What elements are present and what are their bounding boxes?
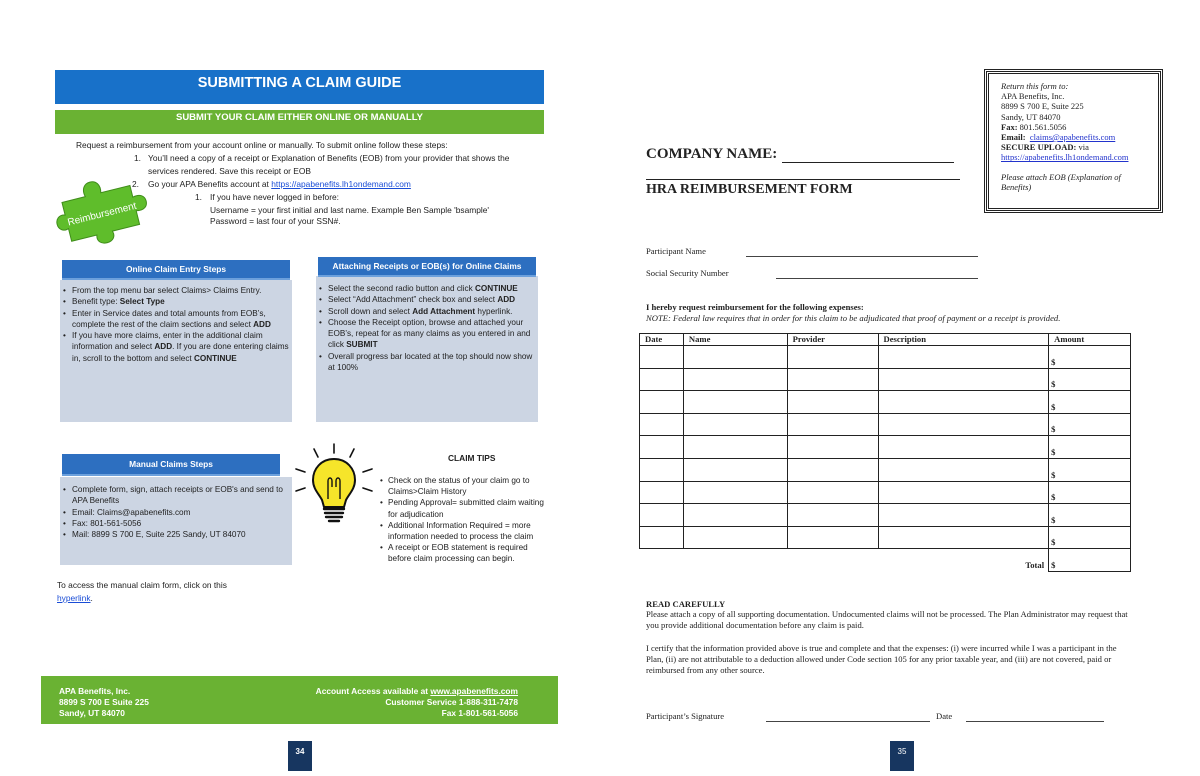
table-cell[interactable]	[878, 458, 1049, 481]
signature-label: Participant’s Signature	[646, 711, 725, 721]
step-1-text: You’ll need a copy of a receipt or Explanation of Benefits (EOB) from your provider that shows the services rendered. Save this receipt or EOB	[148, 153, 510, 176]
table-row	[640, 436, 1131, 459]
form-title: HRA REIMBURSEMENT FORM	[646, 182, 853, 197]
claim-tips-heading: CLAIM TIPS	[448, 453, 496, 463]
table-cell[interactable]	[787, 436, 878, 459]
attach-steps-header: Attaching Receipts or EOB(s) for Online Claims	[318, 257, 536, 277]
ssn-label: Social Security Number	[646, 268, 729, 278]
read-carefully-heading: READ CAREFULLY	[646, 599, 726, 609]
total-row	[640, 549, 1131, 572]
table-cell[interactable]	[683, 346, 787, 369]
guide-title: SUBMITTING A CLAIM GUIDE	[55, 70, 544, 104]
table-cell[interactable]	[683, 368, 787, 391]
table-cell[interactable]	[787, 504, 878, 527]
online-steps-list	[62, 285, 290, 364]
table-cell[interactable]	[683, 458, 787, 481]
return-address-box	[986, 71, 1161, 211]
table-cell[interactable]	[878, 346, 1049, 369]
documentation-paragraph: Please attach a copy of all supporting documentation. Undocumented claims will not be processed. The Plan Administrator may request that you provide additional documentation before any claim is paid.	[646, 609, 1128, 630]
attach-eob-note: Please attach EOB (Explanation of Benefits)	[1001, 171, 1121, 192]
attach-steps-list	[318, 283, 536, 373]
table-cell[interactable]	[787, 391, 878, 414]
table-cell[interactable]	[640, 481, 684, 504]
certification-paragraph: I certify that the information provided above is true and complete and that the expenses: (i) were incurred while I was a participant in the Plan, (ii) are not attributable to a deduction allowed under Code section 105 for any prior taxable year, and (iii) are not covered, paid or reimbursed from any other source.	[646, 643, 1117, 675]
reimbursement-puzzle-icon	[55, 175, 150, 245]
step-2-text	[148, 178, 528, 191]
expense-rows	[640, 346, 1131, 572]
footer-contact	[262, 686, 518, 718]
company-name-field[interactable]	[782, 162, 954, 163]
manual-steps-header: Manual Claims Steps	[62, 454, 280, 476]
divider	[646, 179, 960, 180]
table-cell[interactable]	[787, 458, 878, 481]
account-access: Account Access available at www.apabenefits.com	[315, 686, 518, 696]
amount-cell[interactable]: $	[1049, 413, 1131, 436]
return-company: APA Benefits, Inc.	[1001, 91, 1065, 102]
request-heading: I hereby request reimbursement for the following expenses:	[646, 302, 864, 312]
claim-tips-list	[378, 475, 546, 565]
amount-cell[interactable]: $	[1049, 391, 1131, 414]
participant-name-field[interactable]	[746, 256, 978, 257]
total-label: Total	[1025, 560, 1045, 571]
manual-form-link[interactable]: hyperlink	[57, 592, 91, 603]
list-item: • Complete form, sign, attach receipts or EOB's and send to APA Benefits	[62, 484, 290, 507]
table-cell[interactable]	[878, 436, 1049, 459]
puzzle-label: Reimbursement	[66, 200, 138, 229]
page-number-left: 34	[288, 741, 312, 771]
total-amount-cell[interactable]: $	[1049, 549, 1131, 572]
table-cell[interactable]	[683, 526, 787, 549]
return-heading: Return this form to:	[1001, 81, 1069, 91]
substep-1-text: If you have never logged in before:	[210, 192, 339, 202]
intro-text: Request a reimbursement from your account online or manually. To submit online follow these steps:	[76, 140, 448, 150]
company-name-label: COMPANY NAME:	[646, 146, 778, 162]
list-item: • Benefit type: Select Type	[62, 296, 290, 307]
table-cell[interactable]	[683, 436, 787, 459]
list-item: • Additional Information Required = more information needed to process the claim	[378, 520, 546, 542]
list-item: • Pending Approval= submitted claim waiting for adjudication	[378, 497, 546, 519]
amount-cell[interactable]: $	[1049, 526, 1131, 549]
table-cell[interactable]	[878, 368, 1049, 391]
list-item: • From the top menu bar select Claims> Claims Entry.	[62, 285, 290, 296]
table-cell[interactable]	[640, 413, 684, 436]
table-cell[interactable]	[787, 368, 878, 391]
website-link[interactable]: www.apabenefits.com	[430, 686, 518, 696]
footer-address	[59, 686, 279, 718]
participant-name-label: Participant Name	[646, 246, 706, 256]
column-header-name: Name	[683, 334, 787, 346]
table-cell[interactable]	[683, 481, 787, 504]
table-cell[interactable]	[640, 368, 684, 391]
username-hint: Username = your first initial and last name. Example Ben Sample 'bsample'	[210, 205, 490, 215]
list-item: • Select the second radio button and click CONTINUE	[318, 283, 536, 294]
table-row	[640, 504, 1131, 527]
column-header-provider: Provider	[787, 334, 878, 346]
list-item: • Enter in Service dates and total amounts from EOB’s, complete the rest of the claim sections and select ADD	[62, 308, 290, 331]
return-fax: Fax: 801.561.5056	[1001, 121, 1067, 132]
table-row	[640, 368, 1131, 391]
table-cell[interactable]	[878, 481, 1049, 504]
column-header-amount: Amount	[1049, 334, 1131, 346]
list-item: • A receipt or EOB statement is required before claim processing can begin.	[378, 542, 546, 564]
return-email: Email: claims@apabenefits.com	[1001, 132, 1116, 143]
table-row	[640, 346, 1131, 369]
step-2-number: 2.	[132, 179, 139, 189]
list-item: • Email: Claims@apabenefits.com	[62, 507, 290, 518]
amount-cell[interactable]: $	[1049, 436, 1131, 459]
table-row	[640, 391, 1131, 414]
amount-cell[interactable]: $	[1049, 458, 1131, 481]
amount-cell[interactable]: $	[1049, 346, 1131, 369]
street-address: 8899 S 700 E Suite 225	[59, 696, 149, 707]
expense-table	[639, 333, 1131, 572]
guide-subtitle: SUBMIT YOUR CLAIM EITHER ONLINE OR MANUALLY	[55, 110, 544, 134]
request-note: NOTE: Federal law requires that in order for this claim to be adjudicated that proof of payment or a receipt is provided.	[646, 313, 1061, 323]
page-number-right: 35	[890, 741, 914, 771]
table-header-row	[640, 334, 1131, 346]
date-label: Date	[936, 711, 953, 721]
substep-1-number: 1.	[195, 192, 202, 202]
account-login-link[interactable]: https://apabenefits.lh1ondemand.com	[271, 179, 411, 189]
table-row	[640, 481, 1131, 504]
step-2-label: Go your APA Benefits account at	[148, 179, 272, 189]
table-row	[640, 526, 1131, 549]
claims-email-link[interactable]: claims@apabenefits.com	[1029, 132, 1116, 143]
online-steps-header: Online Claim Entry Steps	[62, 260, 290, 280]
table-cell[interactable]	[878, 391, 1049, 414]
fax-number: Fax 1-801-561-5056	[441, 707, 518, 718]
list-item: • Choose the Receipt option, browse and attached your EOB’s, repeat for as many claims as you entered in and click SUBMIT	[318, 317, 536, 351]
company-name: APA Benefits, Inc.	[59, 686, 131, 696]
return-street: 8899 S 700 E, Suite 225	[1001, 101, 1084, 112]
table-cell[interactable]	[640, 391, 684, 414]
table-cell[interactable]	[683, 413, 787, 436]
manual-steps-list	[62, 484, 290, 540]
amount-cell[interactable]: $	[1049, 368, 1131, 391]
list-item: • If you have more claims, enter in the additional claim information and select ADD. If you are done entering claims in, scroll to the bottom and select CONTINUE	[62, 330, 290, 364]
return-upload: SECURE UPLOAD: via	[1001, 142, 1089, 153]
table-cell[interactable]	[640, 504, 684, 527]
list-item: • Fax: 801-561-5056	[62, 518, 290, 529]
amount-cell[interactable]: $	[1049, 504, 1131, 527]
table-cell[interactable]	[787, 481, 878, 504]
list-item: • Mail: 8899 S 700 E, Suite 225 Sandy, UT 84070	[62, 529, 290, 540]
table-cell[interactable]	[878, 413, 1049, 436]
manual-form-note: To access the manual claim form, click on this hyperlink.	[57, 580, 227, 603]
table-cell[interactable]	[683, 391, 787, 414]
table-cell[interactable]	[640, 346, 684, 369]
list-item: • Check on the status of your claim go to Claims>Claim History	[378, 475, 546, 497]
list-item: • Scroll down and select Add Attachment hyperlink.	[318, 306, 536, 317]
signature-field[interactable]	[766, 721, 930, 722]
city-state: Sandy, UT 84070	[59, 707, 125, 718]
secure-upload-link[interactable]: https://apabenefits.lh1ondemand.com	[1001, 152, 1129, 163]
table-cell[interactable]	[683, 504, 787, 527]
amount-cell[interactable]: $	[1049, 481, 1131, 504]
date-field[interactable]	[966, 721, 1104, 722]
step-1-number: 1.	[134, 153, 141, 163]
list-item: • Overall progress bar located at the top should now show at 100%	[318, 351, 536, 374]
return-city: Sandy, UT 84070	[1001, 111, 1061, 122]
password-hint: Password = last four of your SSN#.	[210, 216, 341, 226]
column-header-description: Description	[878, 334, 1049, 346]
table-cell[interactable]	[640, 526, 684, 549]
list-item: • Select “Add Attachment” check box and select ADD	[318, 294, 536, 305]
table-cell[interactable]	[787, 346, 878, 369]
table-cell[interactable]	[787, 413, 878, 436]
table-row	[640, 458, 1131, 481]
column-header-date: Date	[640, 334, 684, 346]
customer-service-phone: Customer Service 1-888-311-7478	[385, 696, 518, 707]
table-cell[interactable]	[878, 526, 1049, 549]
table-cell[interactable]	[878, 504, 1049, 527]
ssn-field[interactable]	[776, 278, 978, 279]
lightbulb-icon	[288, 441, 384, 537]
table-cell[interactable]	[640, 436, 684, 459]
table-row	[640, 413, 1131, 436]
table-cell[interactable]	[787, 526, 878, 549]
table-cell[interactable]	[640, 458, 684, 481]
